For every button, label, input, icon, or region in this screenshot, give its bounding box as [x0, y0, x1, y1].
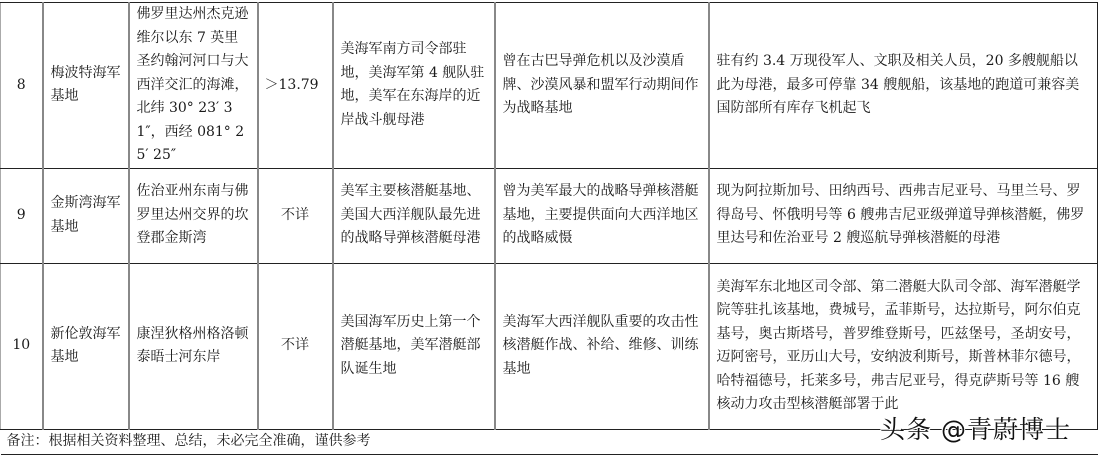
base-area: 不详	[258, 263, 333, 429]
base-location: 佐治亚州东南与佛罗里达州交界的坎登郡金斯湾	[129, 168, 258, 263]
base-role: 美国海军历史上第一个潜艇基地，美军潜艇部队诞生地	[333, 263, 495, 429]
naval-bases-table	[0, 2, 1098, 455]
watermark: 头条 @青蔚博士	[880, 415, 1071, 444]
base-history: 曾在古巴导弹危机以及沙漠盾牌、沙漠风暴和盟军行动期间作为战略基地	[495, 3, 709, 169]
table-note: 备注：根据相关资料整理、总结，未必完全准确，谨供参考	[1, 429, 1098, 454]
row-index: 9	[1, 168, 43, 263]
base-role: 美军主要核潜艇基地、美国大西洋舰队最先进的战略导弹核潜艇母港	[333, 168, 495, 263]
base-history: 曾为美军最大的战略导弹核潜艇基地，主要提供面向大西洋地区的战略威慑	[495, 168, 709, 263]
row-index: 8	[1, 3, 43, 169]
base-area: ＞13.79	[258, 3, 333, 169]
base-role: 美海军南方司令部驻地，美海军第 4 舰队驻地，美军在东海岸的近岸战斗舰母港	[333, 3, 495, 169]
base-location: 佛罗里达州杰克逊维尔以东 7 英里圣约翰河河口与大西洋交汇的海滩，北纬 30° 23′ 31″，西经 081° 25′ 25″	[129, 3, 258, 169]
base-details: 美海军东北地区司令部、第二潜艇大队司令部、海军潜艇学院等驻扎该基地，费城号，孟菲斯号，达拉斯号，阿尔伯克基号，奥古斯塔号，普罗维登斯号，匹兹堡号，圣胡安号，迈阿密号，亚历山大号，安纳波利斯号，斯普林菲尔德号，哈特福德号，托莱多号，弗吉尼亚号，得克萨斯号等 16 艘核动力攻击型核潜艇部署于此	[709, 263, 1098, 429]
base-location: 康涅狄格州格洛顿泰晤士河东岸	[129, 263, 258, 429]
base-name: 金斯湾海军基地	[43, 168, 129, 263]
table-row	[1, 168, 1098, 263]
row-index: 10	[1, 263, 43, 429]
base-name: 新伦敦海军基地	[43, 263, 129, 429]
base-history: 美海军大西洋舰队重要的攻击性核潜艇作战、补给、维修、训练基地	[495, 263, 709, 429]
base-area: 不详	[258, 168, 333, 263]
base-name: 梅波特海军基地	[43, 3, 129, 169]
base-details: 驻有约 3.4 万现役军人、文职及相关人员，20 多艘舰船以此为母港，最多可停靠 34 艘舰船，该基地的跑道可兼容美国防部所有库存飞机起飞	[709, 3, 1098, 169]
table-row	[1, 3, 1098, 169]
table-row	[1, 263, 1098, 429]
base-details: 现为阿拉斯加号、田纳西号、西弗吉尼亚号、马里兰号、罗得岛号、怀俄明号等 6 艘弗吉尼亚级弹道导弹核潜艇，佛罗里达号和佐治亚号 2 艘巡航导弹核潜艇的母港	[709, 168, 1098, 263]
